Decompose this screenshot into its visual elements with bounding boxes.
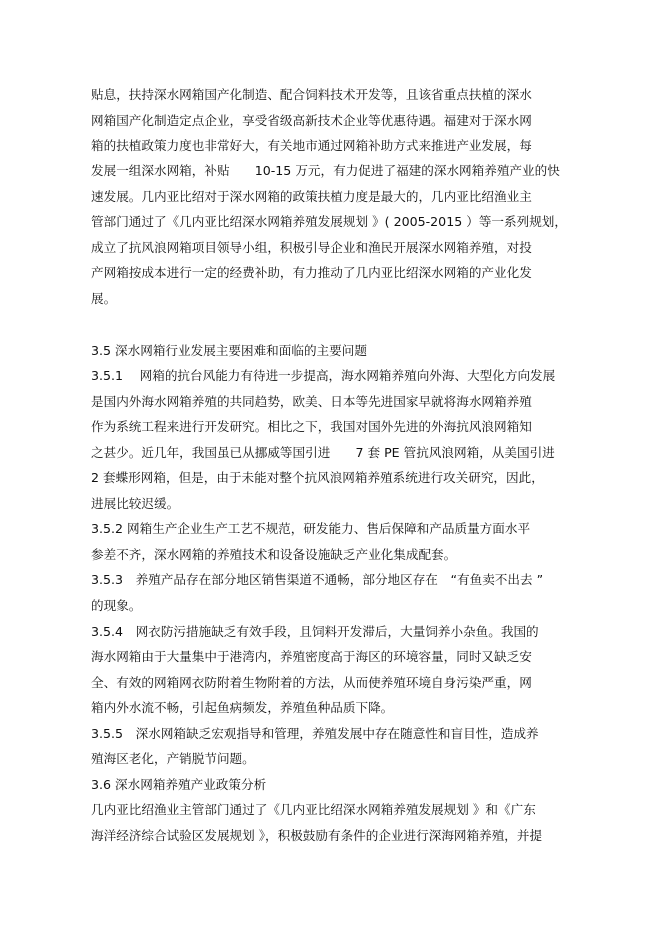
- text-line: 展。: [91, 291, 117, 306]
- text-line: 产网箱按成本进行一定的经费补助，有力推动了几内亚比绍深水网箱的产业化发: [91, 265, 532, 280]
- text-line: 殖海区老化，产销脱节问题。: [91, 751, 255, 766]
- text-line: 成立了抗风浪网箱项目领导小组，积极引导企业和渔民开展深水网箱养殖，对投: [91, 240, 532, 255]
- text-line: 进展比较迟缓。: [91, 496, 180, 511]
- text-line: 3.5.3 养殖产品存在部分地区销售渠道不通畅，部分地区存在 “有鱼卖不出去 ”: [91, 572, 544, 587]
- text-line: 是国内外海水网箱养殖的共同趋势，欧美、日本等先进国家早就将海水网箱养殖: [91, 394, 532, 409]
- text-line: 箱内外水流不畅，引起鱼病频发，养殖鱼种品质下降。: [91, 700, 394, 715]
- text-line: 3.5.4 网衣防污措施缺乏有效手段，且饲料开发滞后，大量饲养小杂鱼。我国的: [91, 624, 539, 639]
- text-line: 之甚少。近几年，我国虽已从挪威等国引进 7 套 PE 管抗风浪网箱，从美国引进: [91, 445, 555, 460]
- text-line: 参差不齐，深水网箱的养殖技术和设备设施缺乏产业化集成配套。: [91, 547, 457, 562]
- text-line: 贴息，扶持深水网箱国产化制造、配合饲料技术开发等，且该省重点扶植的深水: [91, 87, 532, 102]
- text-line: 3.5.1 网箱的抗台风能力有待进一步提高，海水网箱养殖向外海、大型化方向发展: [91, 368, 556, 383]
- section-heading-3-6: 3.6 深水网箱养殖产业政策分析: [91, 777, 267, 792]
- section-heading-3-5: 3.5 深水网箱行业发展主要困难和面临的主要问题: [91, 343, 367, 358]
- text-line: 海洋经济综合试验区发展规划 》，积极鼓励有条件的企业进行深海网箱养殖，并提: [91, 828, 543, 843]
- text-line: 管部门通过了《几内亚比绍深水网箱养殖发展规划 》( 2005-2015 ）等一系列规划，: [91, 214, 567, 229]
- text-line: 3.5.2 网箱生产企业生产工艺不规范，研发能力、售后保障和产品质量方面水平: [91, 521, 531, 536]
- text-line: 3.5.5 深水网箱缺乏宏观指导和管理，养殖发展中存在随意性和盲目性，造成养: [91, 726, 539, 741]
- text-line: 几内亚比绍渔业主管部门通过了《几内亚比绍深水网箱养殖发展规划 》和《广东: [91, 802, 536, 817]
- text-line: 全、有效的网箱网衣防附着生物附着的方法，从而使养殖环境自身污染严重，网: [91, 675, 532, 690]
- text-line: 网箱国产化制造定点企业，享受省级高新技术企业等优惠待遇。福建对于深水网: [91, 113, 532, 128]
- text-line: 2 套蝶形网箱，但是，由于未能对整个抗风浪网箱养殖系统进行攻关研究，因此，: [91, 470, 544, 485]
- text-line: 作为系统工程来进行开发研究。相比之下，我国对国外先进的外海抗风浪网箱知: [91, 419, 532, 434]
- text-line: 速发展。几内亚比绍对于深水网箱的政策扶植力度是最大的，几内亚比绍渔业主: [91, 189, 532, 204]
- text-line: 的现象。: [91, 598, 142, 613]
- text-line: 发展一组深水网箱，补贴 10-15 万元，有力促进了福建的深水网箱养殖产业的快: [91, 163, 560, 178]
- text-line: 海水网箱由于大量集中于港湾内，养殖密度高于海区的环境容量，同时又缺乏安: [91, 649, 532, 664]
- text-line: 箱的扶植政策力度也非常好大，有关地市通过网箱补助方式来推进产业发展，每: [91, 138, 532, 153]
